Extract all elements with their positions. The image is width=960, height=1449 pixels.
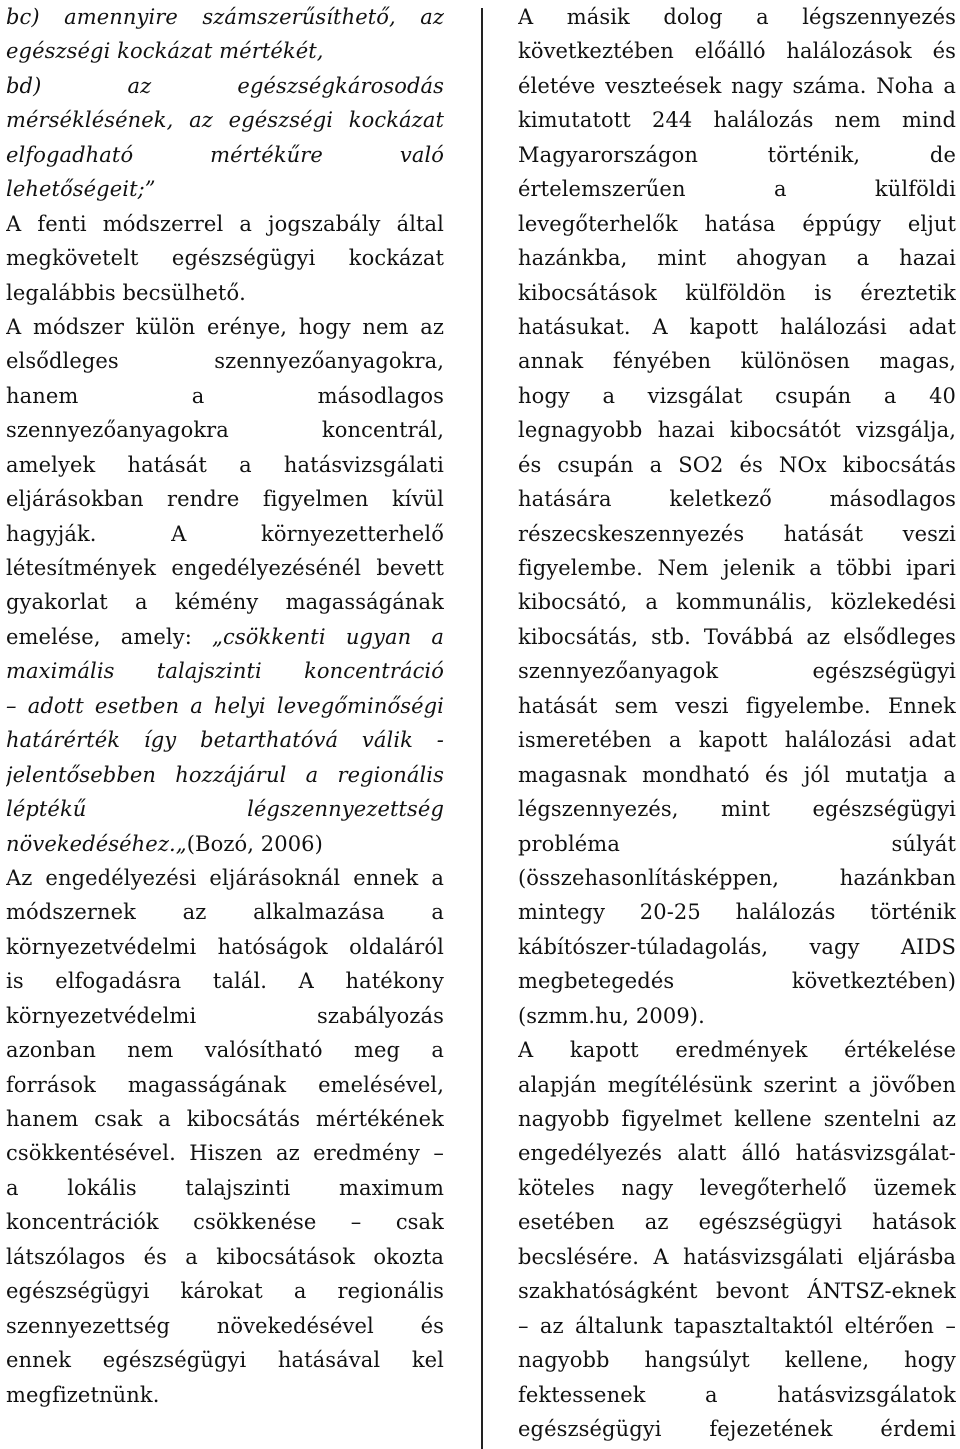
text-run: (Bozó, 2006) [186,831,323,856]
text-line [6,827,444,861]
text-line: környezetvédelmi szabályozás [6,1003,444,1028]
text-line: A kapott eredmények értékelése [518,1038,956,1063]
text-line: gyakorlat a kémény magasságának [6,590,444,615]
text-line: egészségügyi fejezetének érdemi [518,1416,956,1441]
text-line: (szmm.hu, 2009). [518,1003,705,1028]
text-line: nagyobb figyelmet kellene szentelni az [518,1107,956,1131]
text-line: mérséklésének, az egészségi kockázat [6,108,444,133]
text-line: figyelembe. Nem jelenik a többi ipari [518,556,956,580]
text-line: kimutatott 244 halálozás nem mind [518,108,956,133]
text-line: következtében előálló halálozások és [518,39,956,64]
text-line: köteles nagy levegőterhelő üzemek [518,1175,956,1200]
text-line: bd) az egészségkárosodás [6,73,444,98]
text-line: amelyek hatását a hatásvizsgálati [6,452,444,477]
text-line: ennek egészségügyi hatásával kel [6,1348,444,1373]
column-divider [481,8,483,1449]
text-line: koncentrációk csökkenése – csak [6,1210,444,1235]
text-line [6,620,444,654]
text-line: hatására keletkező másodlagos [518,487,956,512]
text-line: probléma súlyát [518,831,956,856]
left-text-column [6,0,444,1412]
text-line: Magyarországon történik, de [518,142,956,167]
text-line: bc) amennyire számszerűsíthető, az [6,5,444,29]
text-line: fektessenek a hatásvizsgálatok [518,1382,956,1407]
text-line: szakhatóságként bevont ÁNTSZ-eknek [518,1279,956,1304]
text-line: látszólagos és a kibocsátások okozta [6,1244,444,1269]
text-line: elsődleges szennyezőanyagokra, [6,349,444,374]
text-line: hagyják. A környezetterhelő [6,521,444,546]
text-line: engedélyezés alatt álló hatásvizsgálat- [518,1141,956,1166]
right-text-column [518,0,956,1446]
text-line: hatásukat. A kapott halálozási adat [518,314,956,339]
text-line: A módszer külön erénye, hogy nem az [6,314,444,339]
text-line: – az általunk tapasztaltaktól eltérően – [518,1313,956,1338]
text-line: hanem csak a kibocsátás mértékének [6,1107,444,1131]
text-line: források magasságának emelésével, [6,1072,444,1097]
text-run: növekedéséhez.„ [6,831,187,856]
text-line: a lokális talajszinti maximum [6,1175,444,1200]
text-line: is elfogadásra talál. A hatékony [6,969,444,994]
text-line: léptékű légszennyezettség [6,797,444,822]
text-line: csökkentésével. Hiszen az eredmény – [6,1141,444,1166]
text-line: hanem a másodlagos [6,383,444,408]
text-line: hatását sem veszi figyelembe. Ennek [518,693,956,718]
text-line: határérték így betarthatóvá válik - [6,728,444,753]
text-line: annak fényében különösen magas, [518,349,956,374]
text-line: nagyobb hangsúlyt kellene, hogy [518,1348,956,1373]
text-line: egészségügyi károkat a regionális [6,1279,444,1304]
text-line: kibocsátó, a kommunális, közlekedési [518,590,956,615]
text-line: megkövetelt egészségügyi kockázat [6,246,444,271]
text-line: kibocsátás, stb. Továbbá az elsődleges [518,624,956,649]
text-line: (összehasonlításképpen, hazánkban [518,865,956,890]
text-line: szennyezőanyagok egészségügyi [518,659,956,684]
text-line: becslésére. A hatásvizsgálati eljárásba [518,1244,956,1269]
text-line: ismeretében a kapott halálozási adat [518,728,956,753]
text-line: létesítmények engedélyezésénél bevett [6,556,444,580]
text-line: és csupán a SO2 és NOx kibocsátás [518,452,956,477]
text-run: emelése, amely: [6,624,213,649]
text-line: legnagyobb hazai kibocsátót vizsgálja, [518,418,956,443]
text-line: részecskeszennyezés hatását veszi [518,521,956,546]
text-line: kibocsátások külföldön is éreztetik [518,280,956,305]
text-line: hazánkba, mint ahogyan a hazai [518,246,956,271]
text-line: legalábbis becsülhető. [6,280,246,305]
text-line: esetében az egészségügyi hatások [518,1210,956,1235]
text-line: azonban nem valósítható meg a [6,1038,444,1063]
text-line: eljárásokban rendre figyelmen kívül [6,487,444,512]
text-line: levegőterhelők hatása éppúgy eljut [518,211,956,236]
text-line: jelentősebben hozzájárul a regionális [6,762,444,787]
text-line: alapján megítélésünk szerint a jövőben [518,1072,956,1097]
text-run: „csökkenti ugyan a [212,624,444,649]
text-line: elfogadható mértékűre való [6,142,444,167]
text-line: megfizetnünk. [6,1382,160,1407]
text-line: kábítószer-túladagolás, vagy AIDS [518,934,956,959]
text-line: Az engedélyezési eljárásoknál ennek a [6,865,444,890]
text-line: lehetőségeit;” [6,177,156,202]
text-line: légszennyezés, mint egészségügyi [518,797,956,822]
text-line: magasnak mondható és jól mutatja a [518,762,956,787]
text-line: módszernek az alkalmazása a [6,900,444,925]
text-line: A másik dolog a légszennyezés [518,5,956,29]
text-line: egészségi kockázat mértékét, [6,39,324,64]
text-line: maximális talajszinti koncentráció [6,659,444,684]
text-line: szennyezettség növekedésével és [6,1313,444,1338]
text-line: környezetvédelmi hatóságok oldaláról [6,934,444,959]
text-line: értelemszerűen a külföldi [518,177,956,202]
text-line: szennyezőanyagokra koncentrál, [6,418,444,443]
text-line: életéve veszteések nagy száma. Noha a [518,73,956,98]
text-line: – adott esetben a helyi levegőminőségi [6,693,444,718]
text-line: A fenti módszerrel a jogszabály által [6,211,444,236]
text-line: hogy a vizsgálat csupán a 40 [518,383,956,408]
text-line: mintegy 20-25 halálozás történik [518,900,956,925]
text-line: megbetegedés következtében) [518,969,956,994]
